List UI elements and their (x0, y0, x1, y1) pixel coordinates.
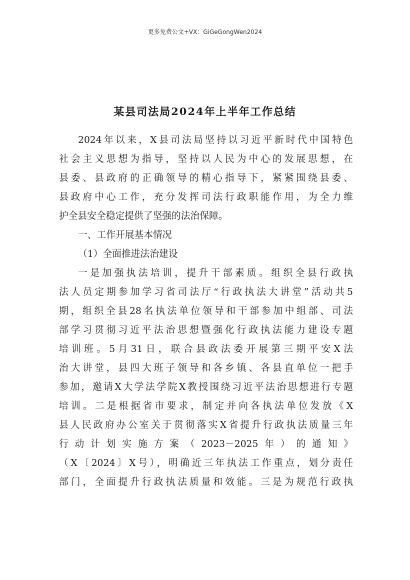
subsection-heading: （1）全面推进法治建设 (78, 249, 178, 260)
document-body (59, 131, 353, 492)
paragraph-line: 治大讲堂，县四大班子领导和各乡镇、各县直单位一把手 (59, 363, 353, 374)
paragraph-line: 部学习贯彻习近平法治思想暨强化行政执法能力建设专题 (59, 325, 353, 336)
paragraph-line: 期，组织全县28名执法单位领导和干部参加中组部、司法 (59, 306, 353, 317)
header-note: 更多免费公文+VX：GiGeGongWen2024 (147, 29, 263, 36)
paragraph-line: 县人民政府办公室关于贯彻落实X省提升行政执法质量三年 (59, 420, 353, 431)
paragraph-line: 法人员定期参加学习省司法厅“行政执法大讲堂”活动共5 (59, 287, 353, 298)
paragraph-line: 参加，邀请X大学法学院X教授围绕习近平法治思想进行专题 (59, 382, 353, 393)
paragraph-line: 行动计划实施方案（2023－2025年）的通知》 (59, 439, 353, 450)
paragraph-line: 2024年以来，X县司法局坚持以习近平新时代中国特色 (78, 135, 353, 146)
paragraph-line: 一是加强执法培训，提升干部素质。组织全县行政执 (78, 268, 353, 279)
section-heading: 一、工作开展基本情况 (78, 230, 172, 241)
paragraph-line: 培训班。5月31日，联合县政法委开展第三期平安X法 (59, 344, 353, 355)
paragraph-line: 县政府中心工作，充分发挥司法行政职能作用，为全力维 (59, 192, 353, 203)
paragraph-line: 部门，全面提升行政执法质量和效能。三是为规范行政执 (59, 477, 353, 488)
paragraph-line: 培训。二是根据省市要求，制定并向各执法单位发放《X (59, 401, 353, 412)
paragraph-line: 县委、县政府的正确领导的精心指导下，紧紧围绕县委、 (59, 173, 353, 184)
paragraph-line: （X〔2024〕X号），明确近三年执法工作重点，划分责任 (59, 458, 353, 469)
paragraph-line: 护全县安全稳定提供了坚强的法治保障。 (59, 211, 228, 222)
document-title: 某县司法局2024年上半年工作总结 (113, 106, 297, 118)
paragraph-line: 社会主义思想为指导，坚持以人民为中心的发展思想，在 (59, 154, 353, 165)
